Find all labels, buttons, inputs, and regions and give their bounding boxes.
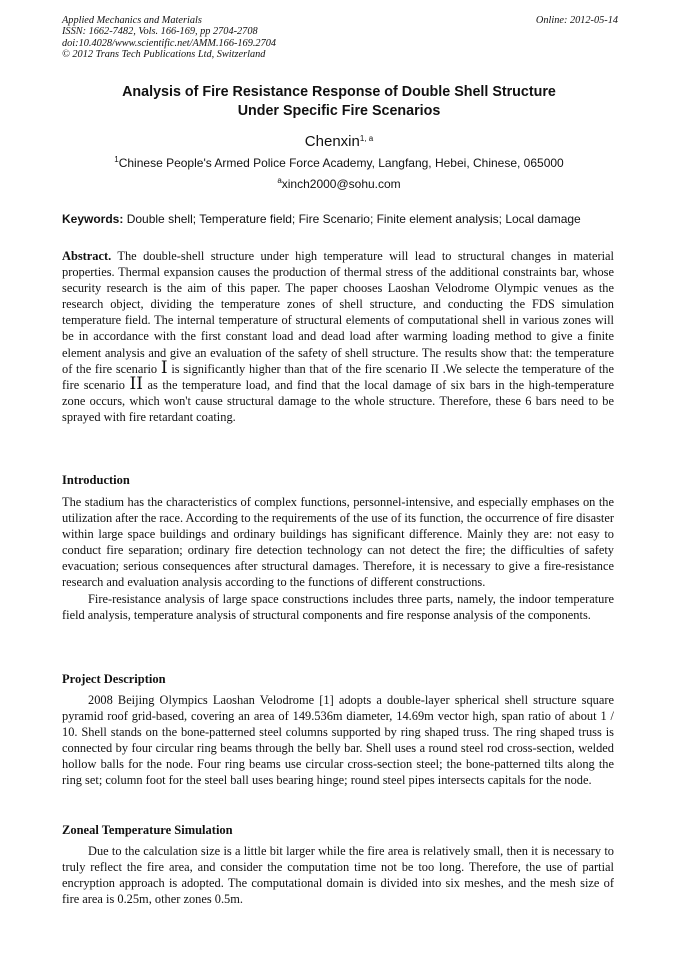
abstract-label: Abstract.	[62, 249, 112, 263]
introduction-heading: Introduction	[62, 473, 130, 487]
introduction-body	[62, 494, 614, 623]
keywords	[62, 212, 622, 227]
keywords-text: Double shell; Temperature field; Fire Scenario; Finite element analysis; Local damage	[126, 212, 581, 226]
author-superscript: 1, a	[359, 134, 374, 143]
zoneal-body	[62, 843, 614, 907]
author-line	[40, 133, 638, 151]
project-body	[62, 692, 614, 789]
title-line-1: Analysis of Fire Resistance Response of Double Shell Structure	[122, 84, 556, 100]
journal-name: Applied Mechanics and Materials	[62, 15, 202, 26]
journal-header	[62, 15, 618, 60]
keywords-label: Keywords:	[62, 212, 124, 226]
issn-line: ISSN: 1662-7482, Vols. 166-169, pp 2704-2708	[62, 26, 258, 38]
affiliation-superscript: 1	[114, 155, 119, 164]
fire-scenario-roman-2: II	[129, 373, 143, 394]
abstract-text-1: The double-shell structure under high temperature will lead to structural changes in material properties. Thermal expansion causes the production of thermal stress of the additional constraints bar, whose security research is the aim of this paper. The paper chooses Laoshan Velodrome Olympic venues as the research object, dividing the temperature zones of shell structure, and conducting the FDS simulation temperature field. The internal temperature of structural elements of computational shell in various zones will be in accordance with the first constant load and dead load after warming loading method to give a finite element analysis and give an evaluation of the safety of shell structure. The results show that: the temperature of the fire scenario	[62, 249, 615, 376]
copyright-line: © 2012 Trans Tech Publications Ltd, Switzerland	[62, 48, 266, 60]
abstract	[62, 248, 614, 425]
affiliation-text: Chinese People's Armed Police Force Academy, Langfang, Hebei, Chinese, 065000	[118, 156, 564, 170]
doi-line[interactable]: doi:10.4028/www.scientific.net/AMM.166-169.2704	[62, 37, 277, 49]
title-line-2: Under Specific Fire Scenarios	[237, 103, 441, 119]
abstract-text-2: is significantly higher than that of the fire scenario II .We selecte the temperature of the fire scenario	[62, 361, 614, 392]
email-address[interactable]: xinch2000@sohu.com	[281, 177, 401, 191]
introduction-paragraph-2: Fire-resistance analysis of large space constructions includes three parts, namely, the indoor temperature field analysis, temperature analysis of structural components and fire response analysis of the components.	[62, 591, 614, 622]
affiliation	[40, 156, 638, 171]
abstract-paragraph	[62, 248, 614, 425]
abstract-text-3: as the temperature load, and find that the local damage of six bars in the high-temperature zone occurs, which won't cause structural damage to the whole structure. Therefore, these 6 bars need to be sprayed with fire retardant coating.	[62, 377, 614, 424]
author-name: Chenxin	[304, 133, 360, 150]
zoneal-paragraph-1: Due to the calculation size is a little bit larger while the fire area is relatively small, then it is necessary to truly reflect the fire area, and consider the computation time not be too long. Therefore, the use of partial encryption approach is adopted. The computational domain is divided into six meshes, and the mesh size of fire area is 0.25m, other zones 0.5m.	[62, 844, 614, 907]
email-superscript: a	[277, 176, 282, 185]
project-heading: Project Description	[62, 672, 166, 686]
zoneal-heading: Zoneal Temperature Simulation	[62, 823, 233, 837]
paper-title	[40, 83, 638, 121]
introduction-paragraph-1: The stadium has the characteristics of complex functions, personnel-intensive, and especially emphases on the utilization after the race. According to the requirements of the use of its function, the occurrence of fire disaster within large space buildings and ordinary buildings has significant difference. Mainly they are: not easy to conduct fire separation; ordinary fire detection technology can not detect the fire; the difficulties of safety evacuation; serious consequences after structural damages. Therefore, it is necessary to give a fire-resistance research and evaluation analysis according to the functions of different constructions.	[62, 495, 614, 590]
fire-scenario-roman-1: I	[160, 357, 168, 378]
online-date: Online: 2012-05-14	[535, 15, 618, 26]
email-line	[40, 177, 638, 192]
project-paragraph-1: 2008 Beijing Olympics Laoshan Velodrome [1] adopts a double-layer spherical shell structure square pyramid roof grid-based, covering an area of 149.536m diameter, 14.69m vector high, span ratio of about 1 / 10. Shell stands on the bone-patterned steel columns supported by ring shaped truss. The ring shaped truss is connected by four circular ring beams through the belly bar. Shell uses a round steel rod cross-section, welded hollow balls for the node. Four ring beams use circular cross-section steel; the bone-patterned tilts along the ring set; column foot for the steel ball uses bearing hinge; round steel pipes intersects capitals for the node.	[62, 693, 614, 788]
